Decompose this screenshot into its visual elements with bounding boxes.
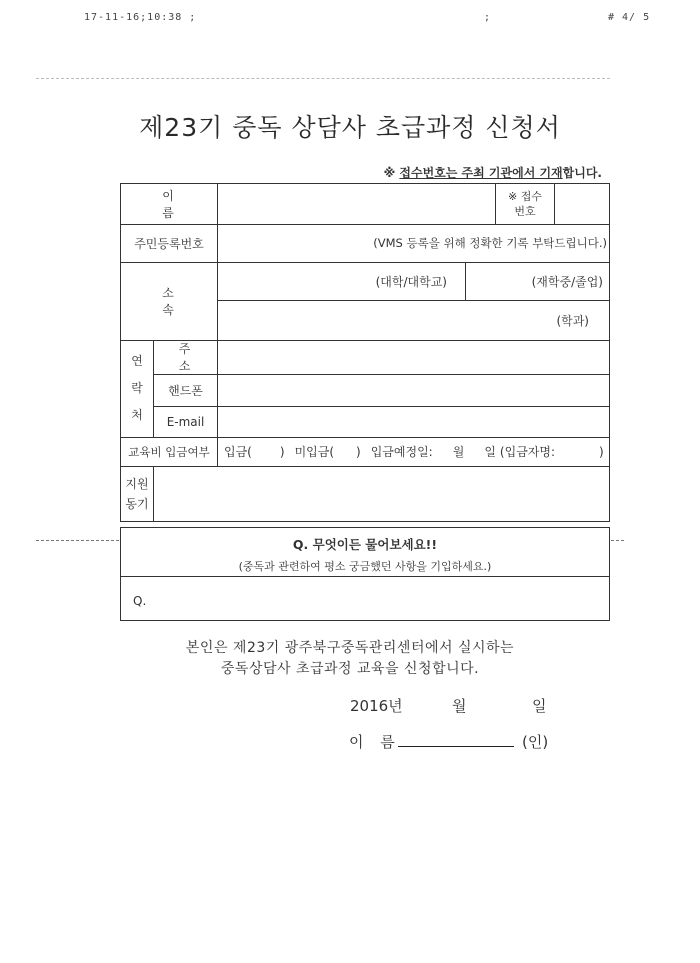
sign-day: 일 — [532, 697, 547, 715]
fee-row — [218, 437, 609, 466]
note-mark: ※ — [383, 166, 400, 180]
email-field[interactable] — [218, 407, 609, 436]
phone-field[interactable] — [218, 375, 609, 405]
statement-line-2: 중독상담사 초급과정 교육을 신청합니다. — [220, 661, 480, 677]
fee-paid-option[interactable]: 입금( — [224, 445, 252, 459]
application-form — [120, 183, 610, 522]
fee-paid-close: ) — [279, 444, 285, 459]
fax-header — [84, 12, 660, 26]
fee-label: 교육비 입금여부 — [128, 444, 210, 459]
sign-name-label: 이 름 — [349, 733, 401, 751]
fax-page-number: # 4/ 5 — [608, 12, 651, 23]
contact-label: 연 락 처 — [131, 354, 143, 422]
address-field[interactable] — [218, 341, 609, 373]
question-field[interactable] — [151, 580, 601, 618]
phone-label: 핸드폰 — [168, 383, 203, 398]
statement-line-1: 본인은 제23기 광주북구중독관리센터에서 실시하는 — [185, 640, 515, 656]
fax-timestamp: 17-11-16;10:38 ; — [84, 12, 197, 23]
question-subtext: (중독과 관련하여 평소 궁금했던 사항을 기입하세요.) — [238, 560, 492, 573]
rrn-field[interactable]: (VMS 등록을 위해 정확한 기록 부탁드립니다.) — [373, 236, 607, 250]
name-field[interactable] — [218, 185, 494, 223]
motive-field[interactable] — [154, 467, 609, 521]
rrn-label: 주민등록번호 — [134, 236, 204, 251]
depositor-label: (입금자명: — [499, 445, 556, 459]
sign-month: 월 — [452, 697, 467, 715]
affiliation-label: 소 속 — [162, 286, 194, 317]
question-heading: Q. 무엇이든 물어보세요!! — [121, 535, 609, 553]
motive-label: 지원 동기 — [125, 476, 149, 511]
enrollment-status-field[interactable]: (재학중/졸업) — [531, 274, 603, 289]
receipt-number-label: ※ 접수 번호 — [508, 190, 542, 218]
email-label: E-mail — [166, 414, 205, 429]
note-underlined: 접수번호는 주최 기관에서 기재 — [399, 166, 563, 180]
fax-separator: ; — [484, 12, 492, 23]
receipt-note — [384, 164, 602, 181]
row-divider — [121, 576, 609, 577]
fee-date-label: 입금예정일: — [370, 445, 433, 459]
university-field[interactable]: (대학/대학교) — [375, 274, 447, 289]
depositor-close: ) — [599, 444, 604, 459]
seal-mark: (인) — [522, 733, 549, 751]
fee-unpaid-option[interactable]: 미입금( — [294, 445, 335, 459]
sign-year: 2016년 — [350, 697, 403, 715]
fee-month: 월 — [452, 445, 465, 459]
fee-day: 일 — [484, 445, 496, 459]
note-rest: 합니다. — [562, 166, 602, 180]
page-title: 제23기 중독 상담사 초급과정 신청서 — [139, 113, 561, 142]
question-box — [120, 527, 610, 621]
department-field[interactable]: (학과) — [556, 313, 589, 328]
scan-artifact-line — [36, 78, 610, 79]
address-label: 주 소 — [178, 342, 201, 373]
question-label: Q. — [133, 594, 147, 608]
name-label: 이 름 — [162, 189, 204, 220]
fee-unpaid-close: ) — [356, 444, 361, 459]
receipt-number-field[interactable] — [555, 185, 609, 223]
signature-line[interactable] — [398, 746, 514, 747]
